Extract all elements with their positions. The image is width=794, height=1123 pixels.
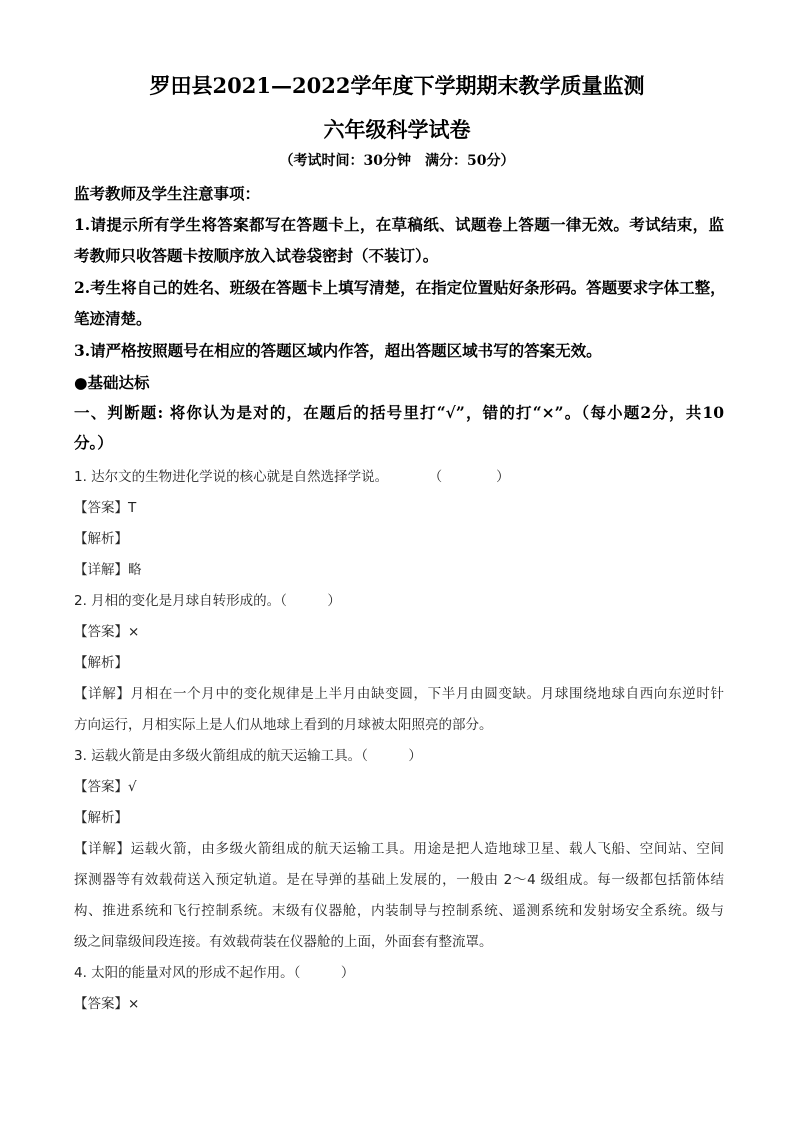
section-label: ●基础达标 [74,373,150,392]
part1-instruction-line-1: 一、判断题: 将你认为是对的，在题后的括号里打“√”，错的打“×”。（每小题2分，共10 [74,403,724,422]
question-1-answer: 【答案】T [74,500,137,516]
notice-item-1-line-2: 考教师只收答题卡按顺序放入试卷袋密封（不装订）。 [74,246,439,265]
notice-item-1-line-1: 1.请提示所有学生将答案都写在答题卡上，在草稿纸、试题卷上答题一律无效。考试结束，监 [74,215,724,234]
question-2-detail-line-1: 【详解】月相在一个月中的变化规律是上半月由缺变圆，下半月由圆变缺。月球围绕地球自西向东逆时针 [74,686,724,702]
question-3-answer: 【答案】√ [74,779,137,795]
question-3-analysis: 【解析】 [74,810,128,826]
question-2-detail-line-2: 方向运行，月相实际上是人们从地球上看到的月球被太阳照亮的部分。 [74,717,493,733]
question-2-stem: 2. 月相的变化是月球自转形成的。（ ） [74,593,341,609]
question-1-analysis: 【解析】 [74,531,128,547]
exam-title: 罗田县2021—2022学年度下学期期末教学质量监测 [149,73,645,98]
question-3-detail-line-3: 构、推进系统和飞行控制系统。末级有仪器舱，内装制导与控制系统、遥测系统和发射场安全系统。级与 [74,903,724,919]
part1-instruction-line-2: 分。） [74,433,113,452]
notice-item-2-line-2: 笔迹清楚。 [74,309,152,328]
notice-heading: 监考教师及学生注意事项： [74,184,261,203]
question-4-stem: 4. 太阳的能量对风的形成不起作用。（ ） [74,965,355,981]
question-1-stem: 1. 达尔文的生物进化学说的核心就是自然选择学说。 （ ） [74,469,510,485]
question-4-answer: 【答案】× [74,996,140,1012]
question-3-stem: 3. 运载火箭是由多级火箭组成的航天运输工具。（ ） [74,748,422,764]
question-2-analysis: 【解析】 [74,655,128,671]
exam-info: （考试时间：30分钟 满分：50分） [279,153,515,169]
question-3-detail-line-1: 【详解】运载火箭，由多级火箭组成的航天运输工具。用途是把人造地球卫星、载人飞船、空间站、空间 [74,841,724,857]
exam-subtitle: 六年级科学试卷 [323,117,471,142]
notice-item-3: 3.请严格按照题号在相应的答题区域内作答，超出答题区域书写的答案无效。 [74,341,602,360]
notice-item-2-line-1: 2.考生将自己的姓名、班级在答题卡上填写清楚，在指定位置贴好条形码。答题要求字体工整， [74,278,726,297]
question-2-answer: 【答案】× [74,624,140,640]
question-1-detail: 【详解】略 [74,562,142,578]
question-3-detail-line-2: 探测器等有效载荷送入预定轨道。是在导弹的基础上发展的，一般由 2～4 级组成。每一级都包括箭体结 [74,872,724,888]
question-3-detail-line-4: 级之间靠级间段连接。有效载荷装在仪器舱的上面，外面套有整流罩。 [74,934,493,950]
